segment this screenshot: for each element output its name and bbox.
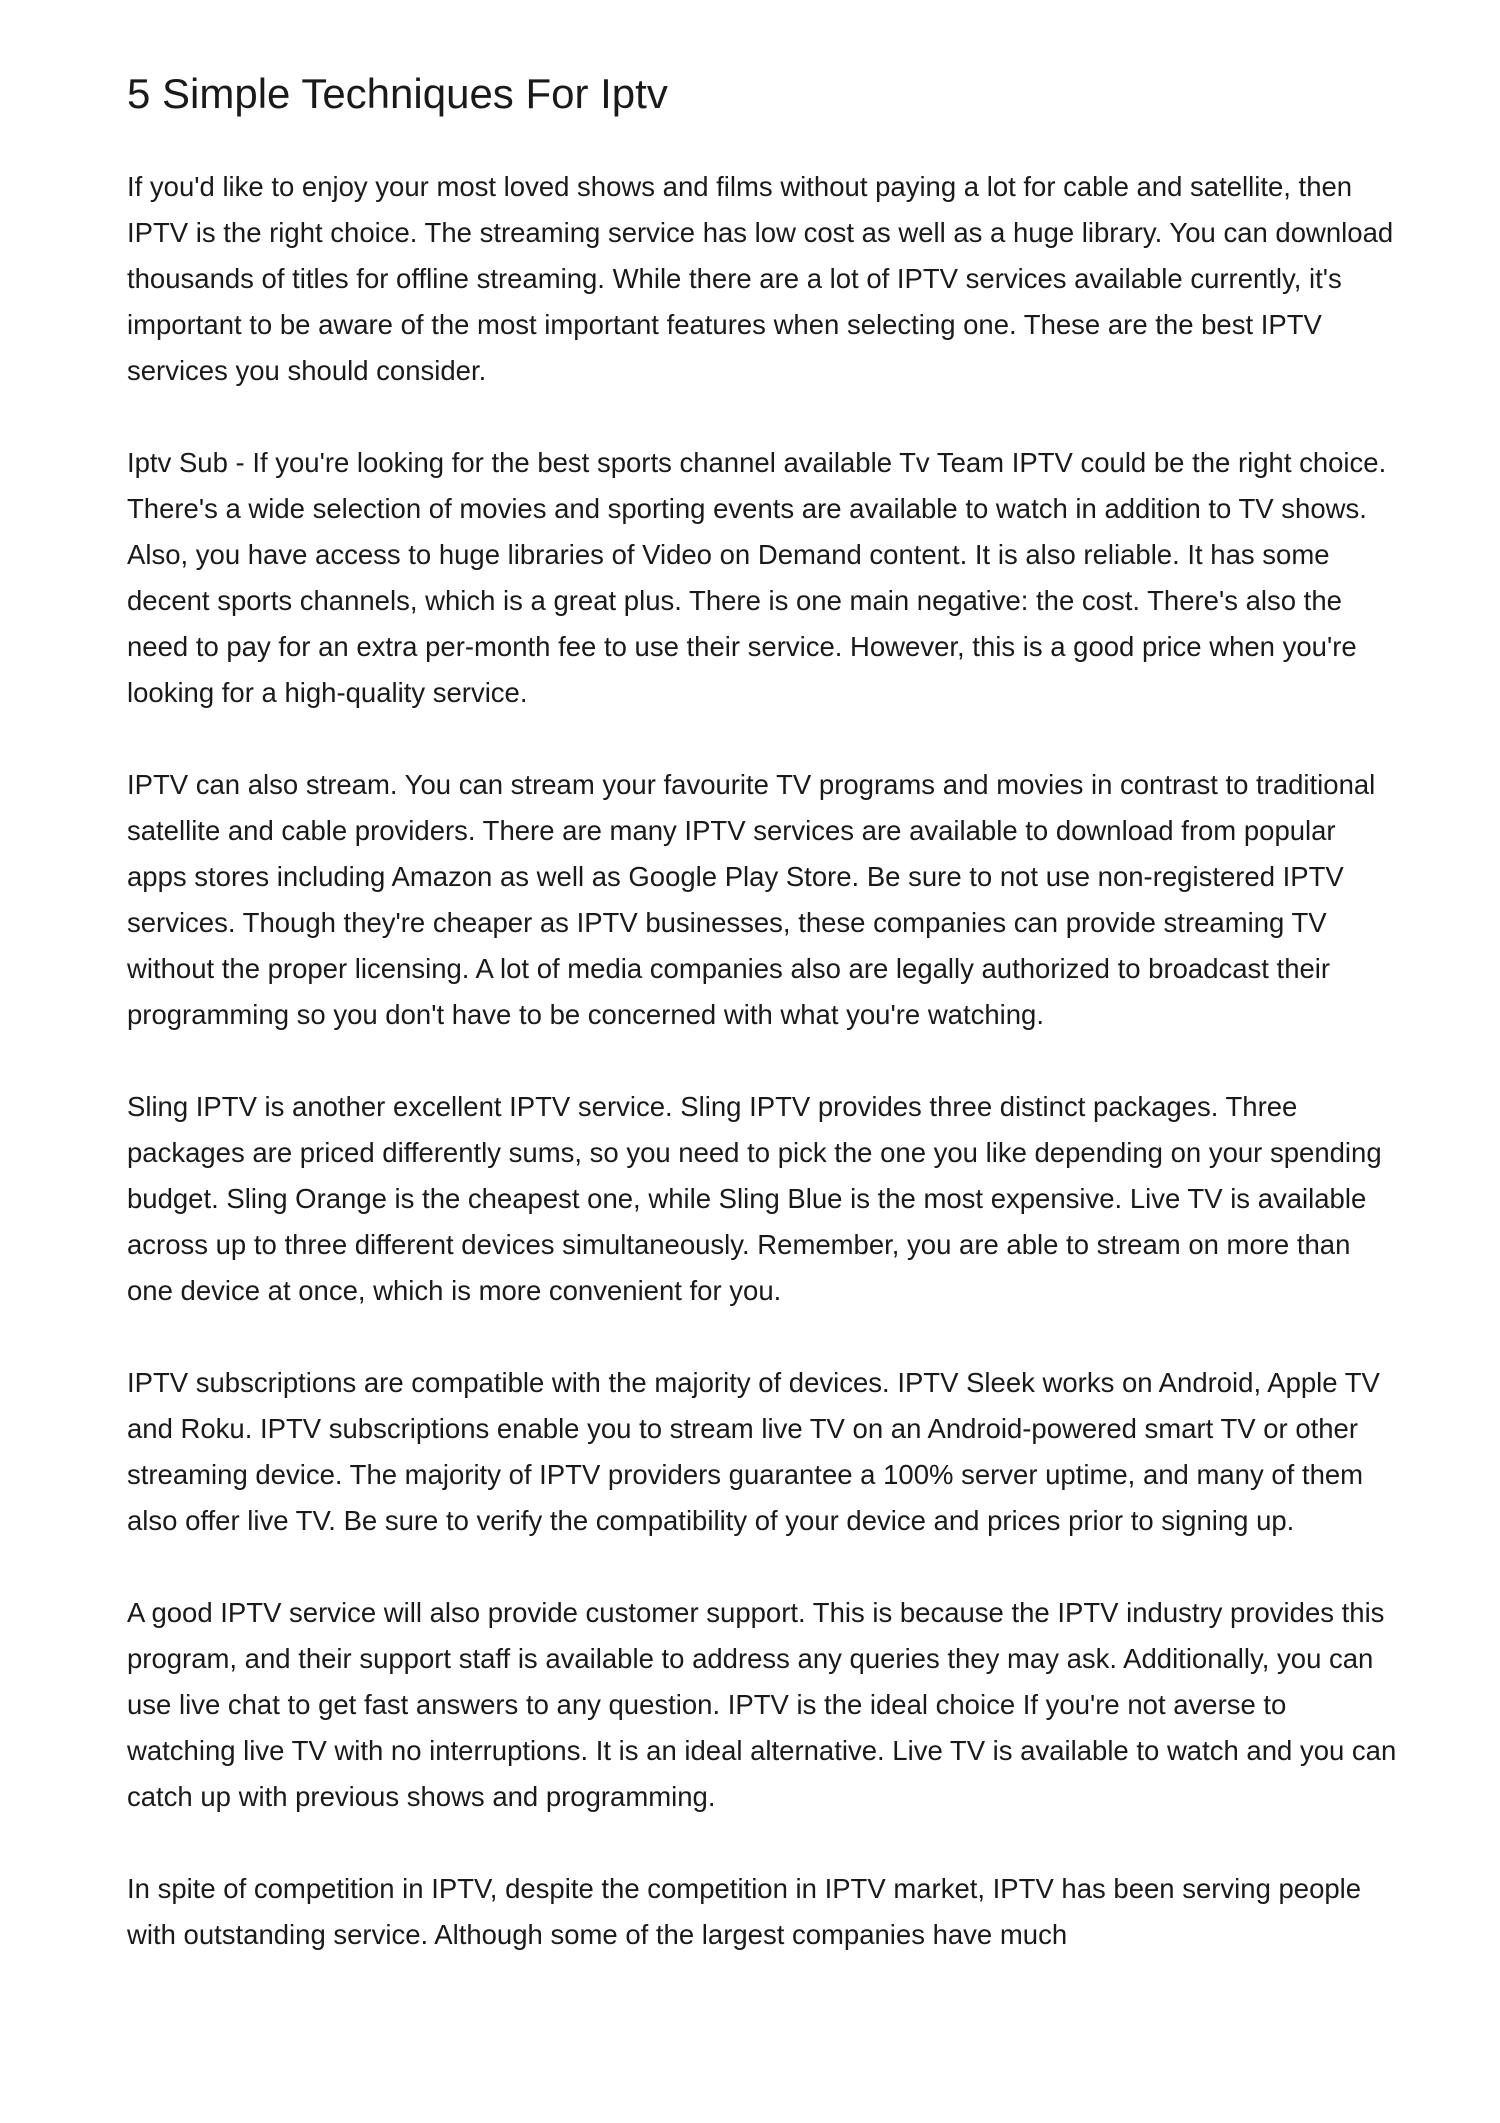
paragraph-2: Iptv Sub - If you're looking for the best sports channel available Tv Team IPTV could be the right choice. There's a wide selection of movies and sporting events are available to watch in addition to TV shows. Also, you have access to huge libraries of Video on Demand content. It is also reliable. It has some decent sports channels, which is a great plus. There is one main negative: the cost. There's also the need to pay for an extra per-month fee to use their service. However, this is a good price when you're looking for a high-quality service. <box>127 447 1387 708</box>
document-page <box>127 0 1397 2004</box>
paragraph-7: In spite of competition in IPTV, despite the competition in IPTV market, IPTV has been serving people with outstanding service. Although some of the largest companies have much <box>127 1873 1362 1950</box>
paragraph-6: A good IPTV service will also provide customer support. This is because the IPTV industry provides this program, and their support staff is available to address any queries they may ask. Additionally, you can use live chat to get fast answers to any question. IPTV is the ideal choice If you're not averse to watching live TV with no interruptions. It is an ideal alternative. Live TV is available to watch and you can catch up with previous shows and programming. <box>127 1597 1397 1812</box>
document-body <box>127 164 1397 1958</box>
paragraph-5: IPTV subscriptions are compatible with the majority of devices. IPTV Sleek works on Android, Apple TV and Roku. IPTV subscriptions enable you to stream live TV on an Android-powered smart TV or other streaming device. The majority of IPTV providers guarantee a 100% server uptime, and many of them also offer live TV. Be sure to verify the compatibility of your device and prices prior to signing up. <box>127 1367 1380 1536</box>
page-title: 5 Simple Techniques For Iptv <box>127 70 668 117</box>
paragraph-3: IPTV can also stream. You can stream your favourite TV programs and movies in contrast to traditional satellite and cable providers. There are many IPTV services are available to download from popular apps stores including Amazon as well as Google Play Store. Be sure to not use non-registered IPTV services. Though they're cheaper as IPTV businesses, these companies can provide streaming TV without the proper licensing. A lot of media companies also are legally authorized to broadcast their programming so you don't have to be concerned with what you're watching. <box>127 769 1376 1030</box>
paragraph-1: If you'd like to enjoy your most loved shows and films without paying a lot for cable and satellite, then IPTV is the right choice. The streaming service has low cost as well as a huge library. You can download thousands of titles for offline streaming. While there are a lot of IPTV services available currently, it's important to be aware of the most important features when selecting one. These are the best IPTV services you should consider. <box>127 171 1394 386</box>
paragraph-4: Sling IPTV is another excellent IPTV service. Sling IPTV provides three distinct packages. Three packages are priced differently sums, so you need to pick the one you like depending on your spending budget. Sling Orange is the cheapest one, while Sling Blue is the most expensive. Live TV is available across up to three different devices simultaneously. Remember, you are able to stream on more than one device at once, which is more convenient for you. <box>127 1091 1382 1306</box>
